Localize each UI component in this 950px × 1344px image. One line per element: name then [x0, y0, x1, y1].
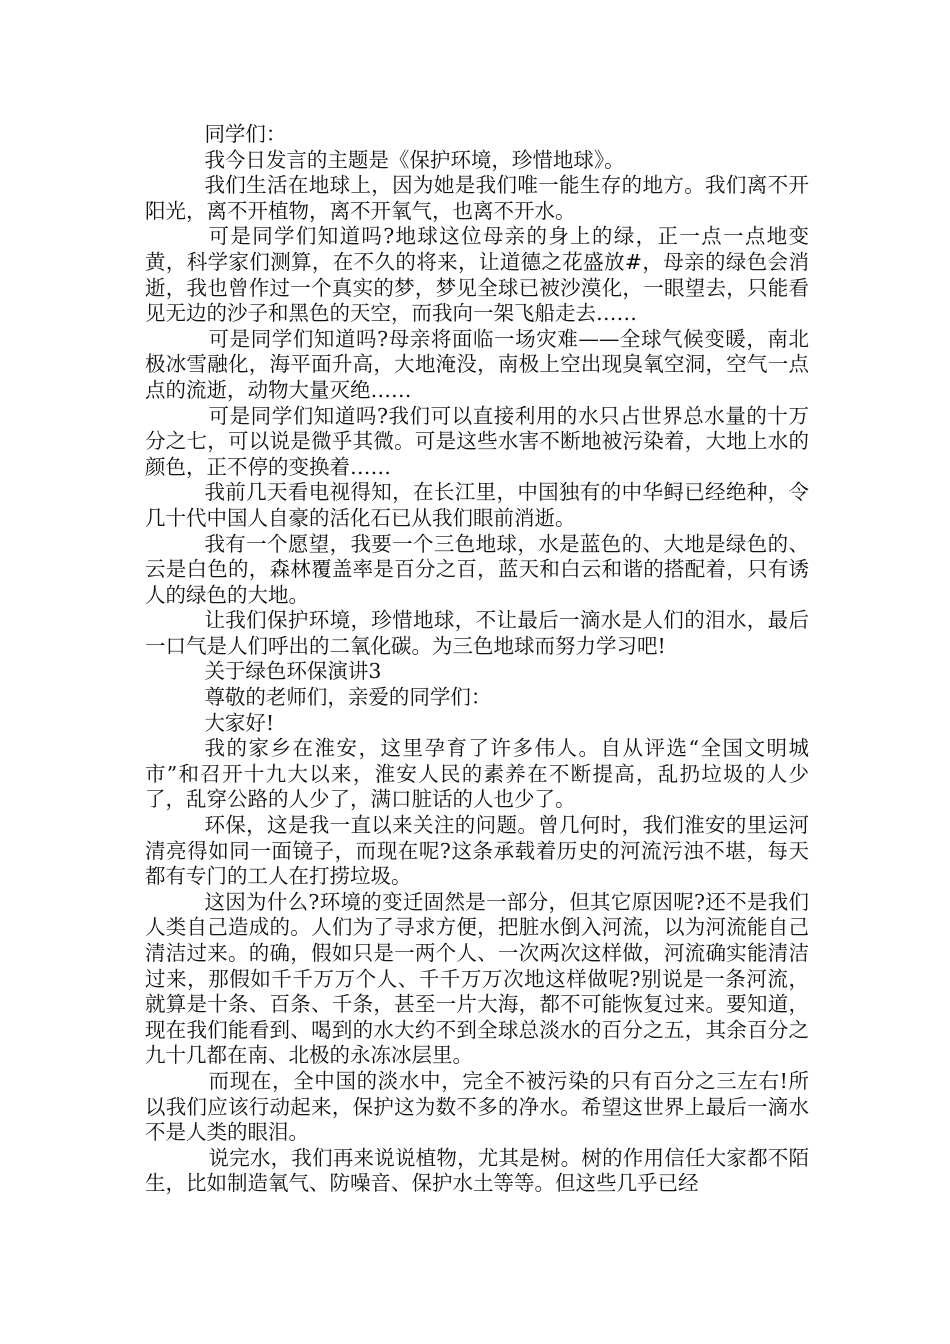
paragraph: 我有一个愿望，我要一个三色地球，水是蓝色的、大地是绿色的、云是白色的，森林覆盖率是百分之百，蓝天和白云和谐的搭配着，只有诱人的绿色的大地。 [145, 531, 809, 607]
paragraph: 可是同学们知道吗?地球这位母亲的身上的绿，正一点一点地变黄，科学家们测算，在不久的将来，让道德之花盛放#，母亲的绿色会消逝，我也曾作过一个真实的梦，梦见全球已被沙漠化，一眼望去，只能看见无边的沙子和黑色的天空，而我向一架飞船走去…… [145, 224, 809, 326]
section-heading: 关于绿色环保演讲3 [204, 659, 382, 684]
paragraph: 这因为什么?环境的变迁固然是一部分，但其它原因呢?还不是我们人类自己造成的。人们为了寻求方便，把脏水倒入河流，以为河流能自己清洁过来。的确，假如只是一两个人、一次两次这样做，河流确实能清洁过来，那假如千千万万个人、千千万万次地这样做呢?别说是一条河流，就算是十条、百条、千条，甚至一片大海，都不可能恢复过来。要知道，现在我们能看到、喝到的水大约不到全球总淡水的百分之五，其余百分之九十几都在南、北极的永冻冰层里。 [145, 889, 809, 1068]
paragraph: 我的家乡在淮安，这里孕育了许多伟人。自从评选“全国文明城市”和召开十九大以来，淮安人民的素养在不断提高，乱扔垃圾的人少了，乱穿公路的人少了，满口脏话的人也少了。 [145, 736, 809, 812]
paragraph: 环保，这是我一直以来关注的问题。曾几何时，我们淮安的里运河清亮得如同一面镜子，而现在呢?这条承载着历史的河流污浊不堪，每天都有专门的工人在打捞垃圾。 [145, 813, 809, 889]
paragraph-salutation: 尊敬的老师们，亲爱的同学们： [204, 685, 492, 710]
paragraph: 我前几天看电视得知，在长江里，中国独有的中华鲟已经绝种，令几十代中国人自豪的活化石已从我们眼前消逝。 [145, 480, 809, 530]
paragraph: 可是同学们知道吗?母亲将面临一场灾难——全球气候变暖，南北极冰雪融化，海平面升高，大地淹没，南极上空出现臭氧空洞，空气一点点的流逝，动物大量灭绝…… [145, 326, 809, 402]
paragraph: 而现在，全中国的淡水中，完全不被污染的只有百分之三左右!所以我们应该行动起来，保护这为数不多的净水。希望这世界上最后一滴水不是人类的眼泪。 [145, 1068, 809, 1145]
paragraph-topic: 我今日发言的主题是《保护环境，珍惜地球》。 [204, 147, 625, 172]
paragraph-greeting: 大家好! [204, 710, 275, 735]
document-page [145, 122, 809, 1197]
paragraph-greeting: 同学们： [204, 122, 287, 146]
paragraph: 说完水，我们再来说说植物，尤其是树。树的作用信任大家都不陌生，比如制造氧气、防噪音、保护水土等等。但这些几乎已经 [145, 1145, 809, 1196]
paragraph: 可是同学们知道吗?我们可以直接利用的水只占世界总水量的十万分之七，可以说是微乎其微。可是这些水害不断地被污染着，大地上水的颜色，正不停的变换着…… [145, 403, 809, 479]
paragraph: 让我们保护环境，珍惜地球，不让最后一滴水是人们的泪水，最后一口气是人们呼出的二氧化碳。为三色地球而努力学习吧! [145, 608, 809, 658]
paragraph: 我们生活在地球上，因为她是我们唯一能生存的地方。我们离不开阳光，离不开植物，离不开氧气，也离不开水。 [145, 173, 809, 223]
